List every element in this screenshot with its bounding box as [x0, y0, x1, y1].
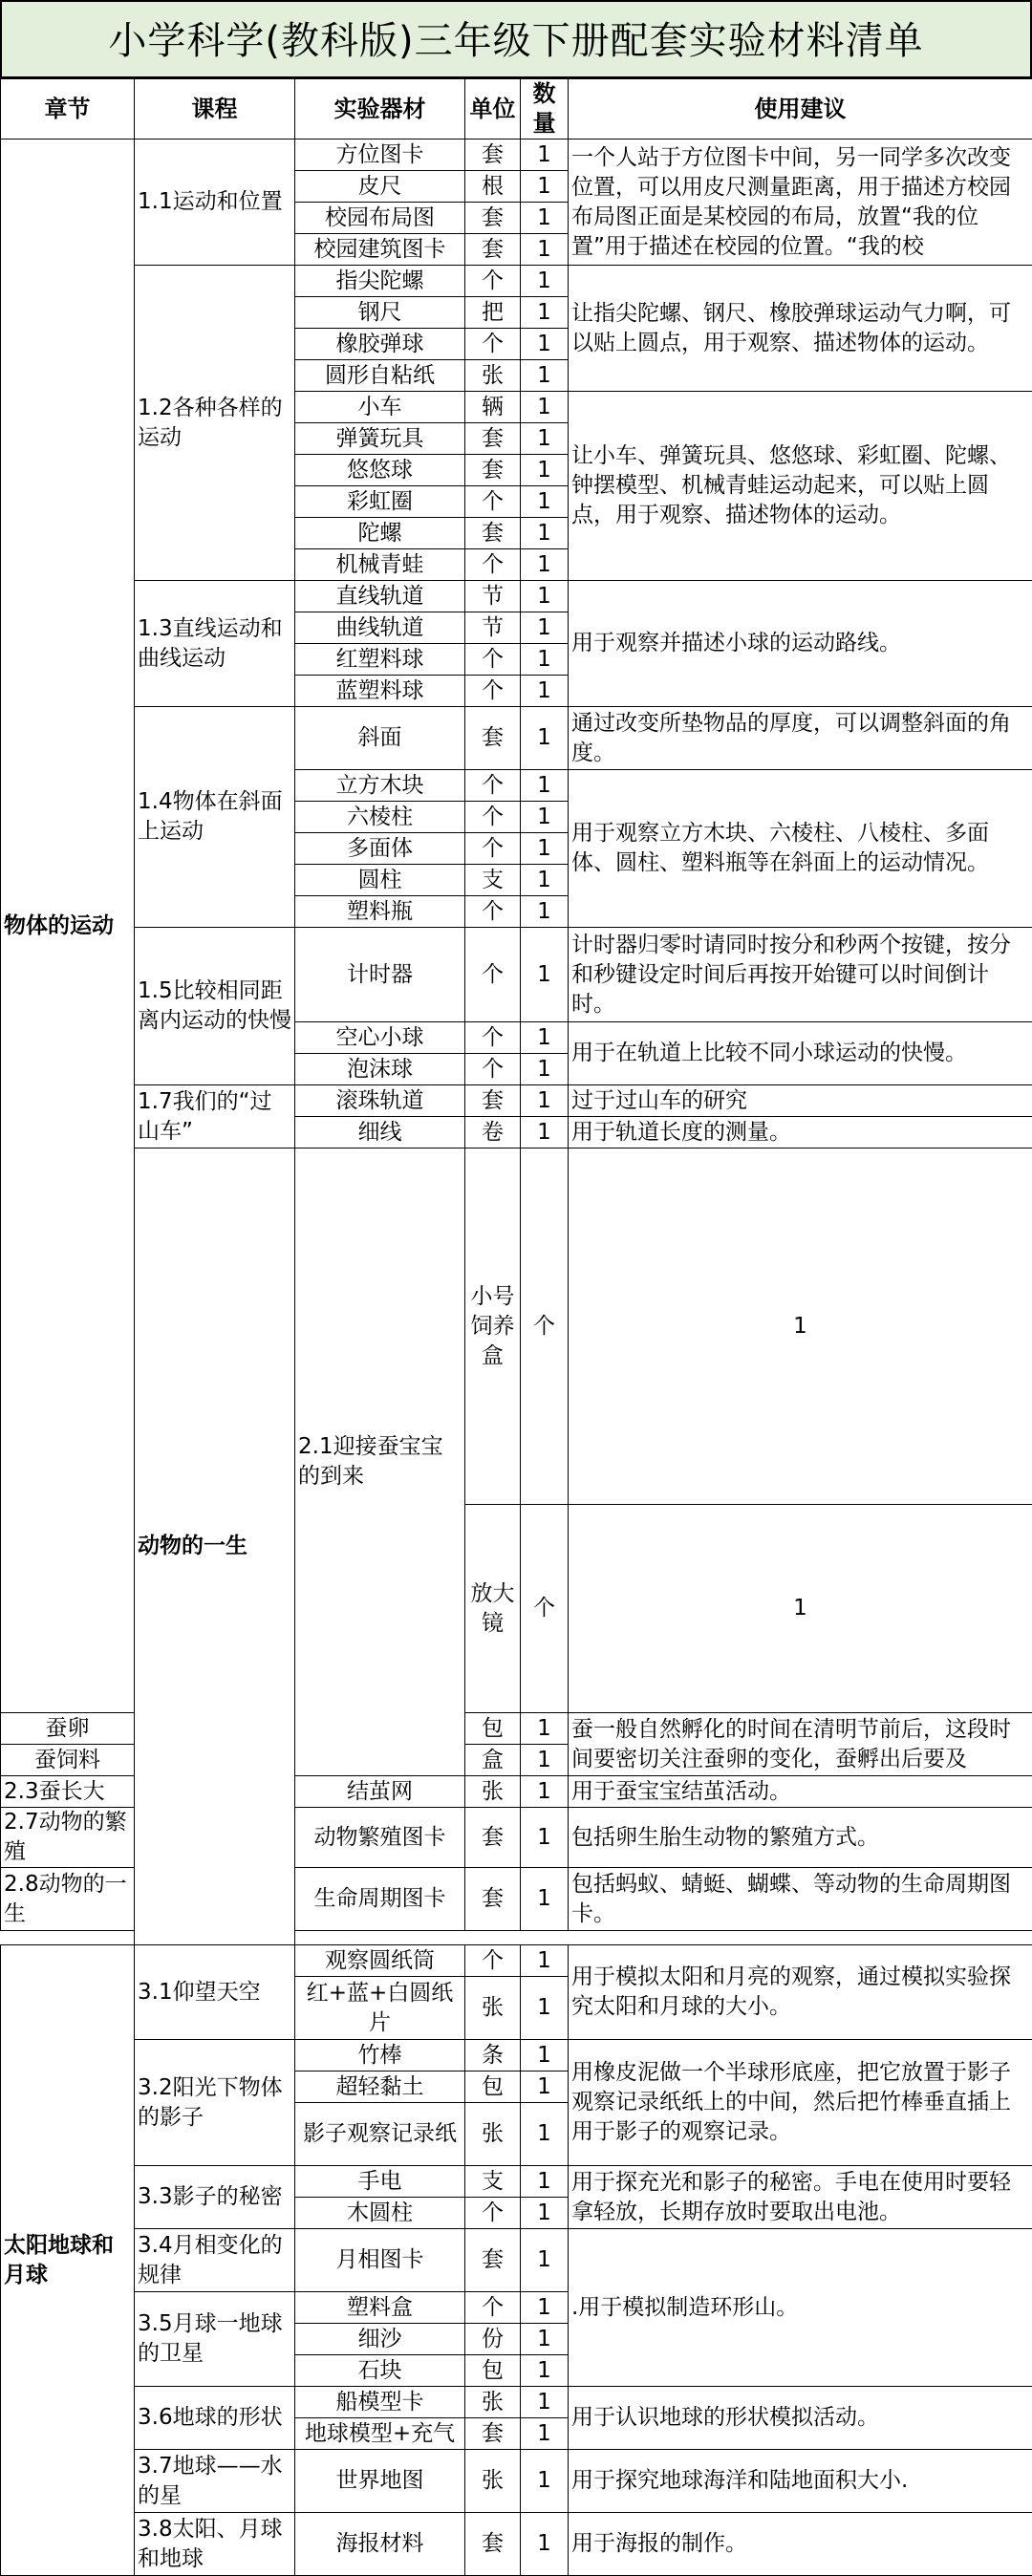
material-cell: 弹簧玩具 [295, 423, 465, 455]
material-cell: 1 [521, 1117, 569, 1148]
material-cell: 泡沫球 [295, 1054, 465, 1085]
material-cell: 校园建筑图卡 [295, 234, 465, 266]
suggestion-cell: 用于模拟太阳和月亮的观察，通过模拟实验探究太阳和月球的大小。 [569, 1945, 1032, 2040]
lesson-cell: 3.8太阳、月球和地球 [135, 2513, 295, 2576]
table-body [1, 140, 1032, 2576]
lesson-cell: 3.1仰望天空 [135, 1945, 295, 2040]
material-cell: 个 [465, 2292, 521, 2324]
suggestion-cell: 一个人站于方位图卡中间，另一同学多次改变位置，可以用皮尺测量距离，用于描述方校园布局图正面是某校园的布局，放置“我的位置”用于描述在校园的位置。“我的校 [569, 140, 1032, 266]
column-header: 实验器材 [295, 79, 465, 140]
material-cell: 世界地图 [295, 2450, 465, 2513]
material-cell: 1 [521, 2166, 569, 2198]
material-cell: 1 [521, 896, 569, 928]
material-cell: 1 [521, 2292, 569, 2324]
material-cell: 盒 [465, 1745, 521, 1776]
material-cell: 支 [465, 2166, 521, 2198]
material-cell: 套 [465, 140, 521, 171]
material-cell: 木圆柱 [295, 2198, 465, 2229]
material-cell: 放大镜 [465, 1505, 521, 1713]
suggestion-cell: 用于认识地球的形状模拟活动。 [569, 2387, 1032, 2450]
lesson-cell: 2.7动物的繁殖 [1, 1808, 135, 1868]
table-row [1, 2450, 1032, 2513]
suggestion-cell: .用于模拟制造环形山。 [569, 2229, 1032, 2387]
material-cell: 1 [521, 2229, 569, 2292]
material-cell: 个 [465, 1054, 521, 1085]
material-cell: 1 [521, 2103, 569, 2166]
material-cell: 空心小球 [295, 1022, 465, 1054]
table-row [1, 266, 1032, 297]
lesson-cell: 1.7我们的“过山车” [135, 1085, 295, 1148]
material-cell: 1 [521, 297, 569, 329]
material-cell: 塑料盒 [295, 2292, 465, 2324]
material-cell: 1 [521, 518, 569, 549]
materials-table [0, 78, 1032, 2576]
material-cell: 1 [521, 2387, 569, 2418]
lesson-cell: 3.6地球的形状 [135, 2387, 295, 2450]
material-cell: 机械青蛙 [295, 549, 465, 581]
material-cell: 卷 [465, 1117, 521, 1148]
material-cell: 1 [521, 1977, 569, 2040]
material-cell: 1 [569, 1148, 1032, 1505]
material-cell: 彩虹圈 [295, 486, 465, 518]
suggestion-cell: 用于探充光和影子的秘密。手电在使用时要轻拿轻放，长期存放时要取出电池。 [569, 2166, 1032, 2229]
column-header: 课程 [135, 79, 295, 140]
material-cell: 个 [465, 928, 521, 1022]
chapter-cell: 太阳地球和月球 [1, 1945, 135, 2576]
material-cell: 1 [521, 770, 569, 802]
material-cell: 套 [465, 2229, 521, 2292]
suggestion-cell: 让指尖陀螺、钢尺、橡胶弹球运动气力啊，可以贴上圆点，用于观察、描述物体的运动。 [569, 266, 1032, 392]
material-cell: 套 [465, 1808, 521, 1868]
material-cell: 个 [521, 1505, 569, 1713]
material-cell: 皮尺 [295, 171, 465, 203]
lesson-cell: 2.1迎接蚕宝宝的到来 [295, 1148, 465, 1776]
material-cell: 手电 [295, 2166, 465, 2198]
material-cell: 套 [465, 1868, 521, 1931]
material-cell: 海报材料 [295, 2513, 465, 2576]
material-cell: 套 [465, 234, 521, 266]
lesson-cell: 2.3蚕长大 [1, 1776, 135, 1808]
lesson-cell: 3.5月球一地球的卫星 [135, 2292, 295, 2387]
material-cell: 指尖陀螺 [295, 266, 465, 297]
material-cell: 1 [521, 1713, 569, 1745]
material-cell: 张 [465, 2387, 521, 2418]
material-cell: 套 [465, 203, 521, 234]
material-cell: 1 [521, 802, 569, 833]
table-row [1, 707, 1032, 770]
material-cell: 条 [465, 2040, 521, 2072]
column-header: 使用建议 [569, 79, 1032, 140]
suggestion-cell: 过于过山车的研究 [569, 1085, 1032, 1117]
material-cell: 套 [465, 518, 521, 549]
material-cell: 蚕卵 [1, 1713, 135, 1745]
table-row [1, 2513, 1032, 2576]
table-row [1, 1085, 1032, 1117]
material-cell: 1 [521, 2040, 569, 2072]
material-cell: 结茧网 [295, 1776, 465, 1808]
material-cell: 1 [521, 140, 569, 171]
material-cell: 个 [465, 833, 521, 865]
material-cell: 1 [521, 392, 569, 423]
material-cell: 立方木块 [295, 770, 465, 802]
material-cell: 个 [465, 266, 521, 297]
header-row [1, 79, 1032, 140]
material-cell: 1 [521, 2513, 569, 2576]
column-header: 数量 [521, 79, 569, 140]
material-cell: 1 [521, 1868, 569, 1931]
material-cell: 多面体 [295, 833, 465, 865]
material-cell: 小号饲养盒 [465, 1148, 521, 1505]
page-title: 小学科学(教科版)三年级下册配套实验材料清单 [0, 0, 1032, 78]
material-cell: 1 [521, 2450, 569, 2513]
material-cell: 个 [465, 770, 521, 802]
material-cell: 1 [521, 581, 569, 612]
material-cell: 1 [521, 455, 569, 486]
material-cell: 直线轨道 [295, 581, 465, 612]
material-cell: 个 [465, 329, 521, 360]
lesson-cell: 1.4物体在斜面上运动 [135, 707, 295, 928]
material-cell: 动物繁殖图卡 [295, 1808, 465, 1868]
material-cell: 张 [465, 1977, 521, 2040]
material-cell: 陀螺 [295, 518, 465, 549]
table-row [1, 1148, 1032, 1505]
material-cell: 竹棒 [295, 2040, 465, 2072]
material-cell: 曲线轨道 [295, 612, 465, 644]
chapter-cell: 物体的运动 [1, 140, 135, 1713]
material-cell: 校园布局图 [295, 203, 465, 234]
material-cell: 1 [521, 329, 569, 360]
material-cell: 生命周期图卡 [295, 1868, 465, 1931]
material-cell: 1 [521, 1945, 569, 1977]
material-cell: 个 [465, 486, 521, 518]
material-cell: 支 [465, 865, 521, 896]
material-cell: 个 [465, 1945, 521, 1977]
material-cell: 份 [465, 2324, 521, 2355]
material-cell: 个 [465, 676, 521, 707]
material-cell: 1 [521, 266, 569, 297]
lesson-cell: 3.4月相变化的规律 [135, 2229, 295, 2292]
table-row [1, 581, 1032, 612]
material-cell: 船模型卡 [295, 2387, 465, 2418]
material-cell: 包 [465, 2072, 521, 2103]
material-cell: 圆形自粘纸 [295, 360, 465, 392]
material-cell: 1 [521, 1808, 569, 1868]
material-cell: 张 [465, 2103, 521, 2166]
material-cell: 方位图卡 [295, 140, 465, 171]
material-cell: 滚珠轨道 [295, 1085, 465, 1117]
material-cell: 节 [465, 612, 521, 644]
material-cell: 套 [465, 455, 521, 486]
material-cell: 小车 [295, 392, 465, 423]
table-row [1, 928, 1032, 1022]
material-cell: 超轻黏土 [295, 2072, 465, 2103]
suggestion-cell: 包括蚂蚁、蜻蜓、蝴蝶、等动物的生命周期图卡。 [569, 1868, 1032, 1931]
material-cell: 1 [521, 612, 569, 644]
material-cell: 1 [521, 676, 569, 707]
material-cell: 1 [521, 1085, 569, 1117]
column-header: 单位 [465, 79, 521, 140]
material-cell: 把 [465, 297, 521, 329]
lesson-cell: 3.3影子的秘密 [135, 2166, 295, 2229]
material-cell: 1 [521, 865, 569, 896]
table-row [1, 2229, 1032, 2292]
material-cell: 1 [521, 234, 569, 266]
material-cell: 1 [521, 1745, 569, 1776]
material-cell: 张 [465, 360, 521, 392]
suggestion-cell: 用于探究地球海洋和陆地面积大小. [569, 2450, 1032, 2513]
material-cell: 1 [521, 833, 569, 865]
material-cell: 悠悠球 [295, 455, 465, 486]
material-cell: 套 [465, 2513, 521, 2576]
material-cell: 斜面 [295, 707, 465, 770]
suggestion-cell: 用于观察立方木块、六棱柱、八棱柱、多面体、圆柱、塑料瓶等在斜面上的运动情况。 [569, 770, 1032, 928]
material-cell: 1 [521, 360, 569, 392]
material-cell: 1 [521, 2324, 569, 2355]
material-cell: 根 [465, 171, 521, 203]
chapter-cell: 动物的一生 [135, 1148, 295, 1945]
table-row [1, 1945, 1032, 1977]
material-cell: 1 [521, 928, 569, 1022]
suggestion-cell: 计时器归零时请同时按分和秒两个按键，按分和秒键设定时间后再按开始键可以时间倒计时。 [569, 928, 1032, 1022]
material-cell: 圆柱 [295, 865, 465, 896]
column-header: 章节 [1, 79, 135, 140]
material-cell: 套 [465, 423, 521, 455]
material-cell: 张 [465, 2450, 521, 2513]
suggestion-cell: 用于海报的制作。 [569, 2513, 1032, 2576]
material-cell: 套 [465, 707, 521, 770]
material-cell: 辆 [465, 392, 521, 423]
material-cell: 1 [521, 707, 569, 770]
material-cell: 1 [521, 1022, 569, 1054]
material-cell: 1 [521, 423, 569, 455]
material-cell: 包 [465, 1713, 521, 1745]
material-cell: 石块 [295, 2355, 465, 2387]
material-cell: 个 [521, 1148, 569, 1505]
material-cell: 细线 [295, 1117, 465, 1148]
material-cell: 六棱柱 [295, 802, 465, 833]
material-cell: 1 [521, 486, 569, 518]
suggestion-cell: 用于蚕宝宝结茧活动。 [569, 1776, 1032, 1808]
material-cell: 1 [521, 203, 569, 234]
suggestion-cell: 用于轨道长度的测量。 [569, 1117, 1032, 1148]
material-cell: 节 [465, 581, 521, 612]
material-cell: 个 [465, 644, 521, 676]
suggestion-cell: 用橡皮泥做一个半球形底座，把它放置于影子观察记录纸纸上的中间，然后把竹棒垂直插上用于影子的观察记录。 [569, 2040, 1032, 2166]
material-cell: 月相图卡 [295, 2229, 465, 2292]
material-cell: 张 [465, 1776, 521, 1808]
material-cell: 1 [521, 2072, 569, 2103]
lesson-cell: 1.3直线运动和曲线运动 [135, 581, 295, 707]
table-row [1, 2387, 1032, 2418]
material-cell: 1 [521, 171, 569, 203]
suggestion-cell: 通过改变所垫物品的厚度，可以调整斜面的角度。 [569, 707, 1032, 770]
material-cell: 1 [521, 1054, 569, 1085]
suggestion-cell: 让小车、弹簧玩具、悠悠球、彩虹圈、陀螺、钟摆模型、机械青蛙运动起来，可以贴上圆点，用于观察、描述物体的运动。 [569, 392, 1032, 581]
lesson-cell: 3.7地球——水的星 [135, 2450, 295, 2513]
material-cell: 蚕饲料 [1, 1745, 135, 1776]
material-cell: 1 [521, 2355, 569, 2387]
table-row [1, 2040, 1032, 2072]
lesson-cell: 2.8动物的一生 [1, 1868, 135, 1931]
material-cell: 计时器 [295, 928, 465, 1022]
material-cell: 1 [521, 644, 569, 676]
material-cell: 细沙 [295, 2324, 465, 2355]
material-cell: 包 [465, 2355, 521, 2387]
material-cell: 1 [521, 2418, 569, 2450]
material-cell: 红塑料球 [295, 644, 465, 676]
table-row [1, 2166, 1032, 2198]
suggestion-cell: 用于在轨道上比较不同小球运动的快慢。 [569, 1022, 1032, 1085]
material-cell: 个 [465, 549, 521, 581]
material-cell: 观察圆纸筒 [295, 1945, 465, 1977]
material-cell: 1 [521, 1776, 569, 1808]
material-cell: 个 [465, 896, 521, 928]
lesson-cell: 3.2阳光下物体的影子 [135, 2040, 295, 2166]
suggestion-cell: 用于观察并描述小球的运动路线。 [569, 581, 1032, 707]
material-cell: 1 [569, 1505, 1032, 1713]
table-row [1, 140, 1032, 171]
material-cell: 个 [465, 802, 521, 833]
material-cell: 蓝塑料球 [295, 676, 465, 707]
suggestion-cell: 蚕一般自然孵化的时间在清明节前后，这段时间要密切关注蚕卵的变化，蚕孵出后要及 [569, 1713, 1032, 1776]
material-cell: 个 [465, 1022, 521, 1054]
material-cell: 地球模型+充气 [295, 2418, 465, 2450]
suggestion-cell: 包括卵生胎生动物的繁殖方式。 [569, 1808, 1032, 1868]
lesson-cell: 1.2各种各样的运动 [135, 266, 295, 581]
material-cell: 塑料瓶 [295, 896, 465, 928]
material-cell: 个 [465, 2198, 521, 2229]
lesson-cell: 1.5比较相同距离内运动的快慢 [135, 928, 295, 1085]
material-cell: 影子观察记录纸 [295, 2103, 465, 2166]
material-cell: 1 [521, 2198, 569, 2229]
material-cell: 红+蓝+白圆纸片 [295, 1977, 465, 2040]
material-cell: 钢尺 [295, 297, 465, 329]
material-cell: 橡胶弹球 [295, 329, 465, 360]
lesson-cell: 1.1运动和位置 [135, 140, 295, 266]
material-cell: 套 [465, 1085, 521, 1117]
material-cell: 套 [465, 2418, 521, 2450]
material-cell: 1 [521, 549, 569, 581]
